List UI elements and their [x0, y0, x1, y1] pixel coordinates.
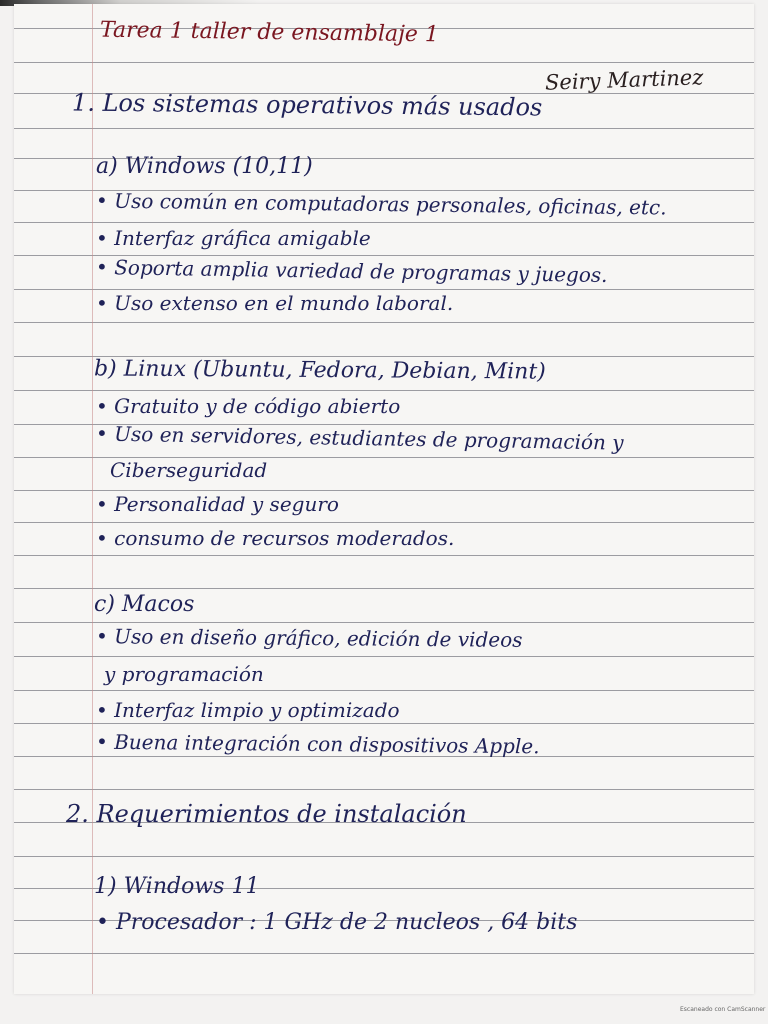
list-item: • consumo de recursos moderados. [96, 526, 455, 550]
ruled-line [14, 128, 754, 129]
list-item-continuation: y programación [104, 662, 264, 686]
list-item: • Buena integración con dispositivos Apple. [95, 729, 540, 759]
list-item: • Soporta amplia variedad de programas y juegos. [95, 254, 608, 288]
section-2-heading: 2. Requerimientos de instalación [66, 800, 467, 828]
ruled-line [14, 856, 754, 857]
ruled-line [14, 522, 754, 523]
ruled-line [14, 690, 754, 691]
windows11-heading: 1) Windows 11 [94, 874, 260, 899]
list-item: • Uso en diseño gráfico, edición de videos [95, 624, 523, 652]
scanner-watermark: Escaneado con CamScanner [680, 1006, 766, 1013]
ruled-line [14, 789, 754, 790]
list-item: • Uso extenso en el mundo laboral. [96, 291, 454, 315]
ruled-line [14, 62, 754, 63]
ruled-line [14, 222, 754, 223]
linux-heading: b) Linux (Ubuntu, Fedora, Debian, Mint) [93, 356, 546, 385]
ruled-line [14, 588, 754, 589]
list-item: • Interfaz limpio y optimizado [96, 698, 400, 722]
section-1-heading: 1. Los sistemas operativos más usados [71, 88, 543, 122]
ruled-line [14, 289, 754, 290]
ruled-line [14, 390, 754, 391]
list-item: • Gratuito y de código abierto [96, 394, 401, 418]
ruled-line [14, 322, 754, 323]
margin-line [92, 4, 93, 994]
list-item: • Uso en servidores, estudiantes de programación y [95, 421, 624, 455]
list-item: • Personalidad y seguro [96, 492, 339, 516]
ruled-line [14, 490, 754, 491]
list-item: • Interfaz gráfica amigable [96, 226, 371, 250]
list-item-continuation: Ciberseguridad [110, 458, 268, 482]
list-item: • Uso común en computadoras personales, oficinas, etc. [95, 188, 667, 220]
ruled-line [14, 656, 754, 657]
windows-heading: a) Windows (10,11) [96, 154, 313, 179]
ruled-line [14, 953, 754, 954]
page-title: Tarea 1 taller de ensamblaje 1 [99, 17, 440, 48]
author-name: Seiry Martinez [544, 65, 704, 95]
ruled-line [14, 723, 754, 724]
ruled-line [14, 622, 754, 623]
list-item: • Procesador : 1 GHz de 2 nucleos , 64 bits [96, 910, 578, 935]
ruled-line [14, 555, 754, 556]
macos-heading: c) Macos [94, 592, 195, 617]
